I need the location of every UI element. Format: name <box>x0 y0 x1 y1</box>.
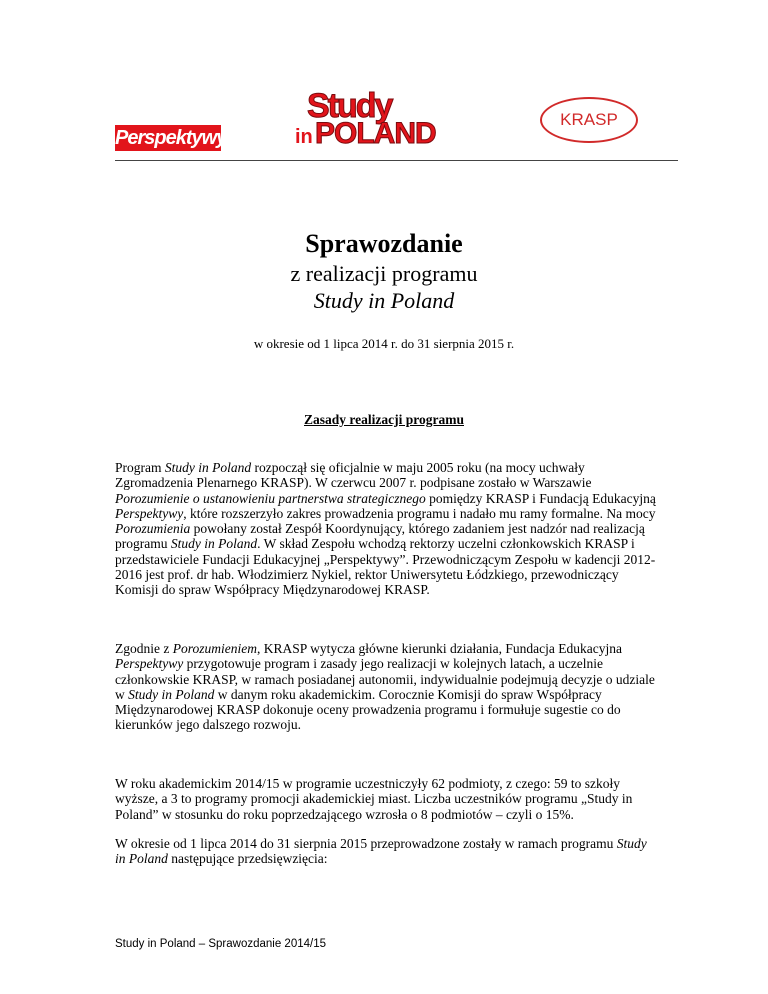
page-footer: Study in Poland – Sprawozdanie 2014/15 <box>115 938 326 950</box>
program-name: Study in Poland <box>313 288 455 313</box>
study-in-poland-logo-poland: POLAND <box>315 117 436 150</box>
section-heading: Zasady realizacji programu <box>304 412 464 427</box>
study-in-poland-logo <box>295 87 445 152</box>
header-divider <box>115 160 678 161</box>
paragraph-2: Zgodnie z Porozumieniem, KRASP wytycza główne kierunki działania, Fundacja Edukacyjna Perspektywy przygotowuje program i zasady jego realizacji w kolejnych latach, a uczelnie członkowskie KRASP, w ramach posiadanej autonomii, indywidualnie podejmują decyzje o udziale w Study in Poland w danym roku akademickim. Corocznie Komisji do spraw Współpracy Międzynarodowej KRASP dokonuje oceny prowadzenia programu i formułuje sugestie co do kierunków jego dalszego rozwoju. <box>115 641 655 733</box>
report-period: w okresie od 1 lipca 2014 r. do 31 sierpnia 2015 r. <box>253 336 515 351</box>
paragraph-1: Program Study in Poland rozpoczął się oficjalnie w maju 2005 roku (na mocy uchwały Zgromadzenia Plenarnego KRASP). W czerwcu 2007 r. podpisane zostało w Warszawie Porozumienie o ustanowieniu partnerstwa strategicznego pomiędzy KRASP i Fundacją Edukacyjną Perspektywy, które rozszerzyło zakres prowadzenia programu i nadało mu ramy formalne. Na mocy Porozumienia powołany został Zespół Koordynujący, którego zadaniem jest nadzór nad realizacją programu Study in Poland. W skład Zespołu wchodzą rektorzy uczelni członkowskich KRASP i przedstawiciele Fundacji Edukacyjnej „Perspektywy”. Przewodniczącym Zespołu w kadencji 2012-2016 jest prof. dr hab. Włodzimierz Nykiel, rektor Uniwersytetu Łódzkiego, przewodniczący Komisji do spraw Współpracy Międzynarodowej KRASP. <box>115 460 656 598</box>
perspektywy-logo: Perspektywy <box>115 127 227 149</box>
paragraph-4: W okresie od 1 lipca 2014 do 31 sierpnia 2015 przeprowadzone zostały w ramach programu Study in Poland następujące przedsięwzięcia: <box>115 836 647 867</box>
report-subtitle: z realizacji programu <box>290 261 478 286</box>
study-in-poland-logo-in: in <box>295 126 313 148</box>
report-title: Sprawozdanie <box>305 229 463 258</box>
study-in-poland-logo-study: Study <box>307 87 392 125</box>
title-block <box>100 228 668 315</box>
logo-bar <box>115 85 680 155</box>
paragraph-3: W roku akademickim 2014/15 w programie uczestniczyły 62 podmioty, z czego: 59 to szkoły wyższe, a 3 to programy promocji akademickiej miast. Liczba uczestników programu „Study in Poland” w stosunku do roku poprzedzającego wzrosła o 8 podmiotów – czyli o 15%. <box>115 776 633 822</box>
krasp-logo: KRASP <box>540 97 638 143</box>
